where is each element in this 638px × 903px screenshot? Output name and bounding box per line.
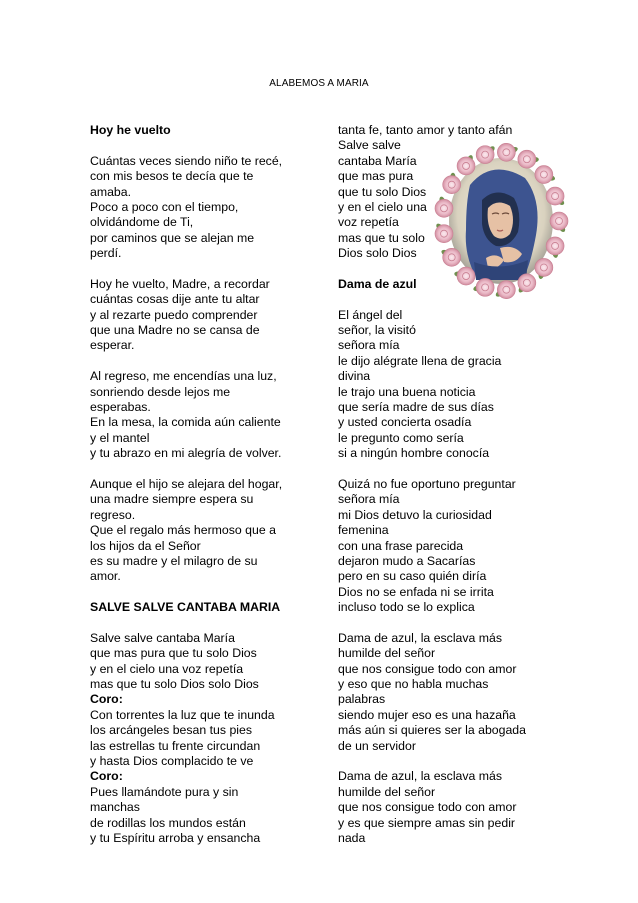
text-line: esperabas. xyxy=(90,400,151,415)
text-line: que nos consigue todo con amor xyxy=(338,800,517,815)
text-line: mas que tu solo Dios solo Dios xyxy=(90,677,259,692)
text-line: Pues llamándote pura y sin xyxy=(90,784,239,799)
rose xyxy=(535,258,553,276)
text-line: femenina xyxy=(338,523,389,538)
section-heading: Coro: xyxy=(90,769,123,784)
text-line: palabras xyxy=(338,692,386,707)
text-line: Dama de azul, la esclava más xyxy=(338,630,503,645)
text-line: nada xyxy=(338,830,366,845)
text-line: Al regreso, me encendías una luz, xyxy=(90,369,277,384)
page-title: ALABEMOS A MARIA xyxy=(269,78,369,89)
text-line: es su madre y el milagro de su xyxy=(90,553,258,568)
text-line: incluso todo se lo explica xyxy=(338,600,475,615)
text-line: perdí. xyxy=(90,246,122,261)
text-line: manchas xyxy=(90,800,140,815)
rose xyxy=(443,176,461,194)
blank-line xyxy=(338,462,543,477)
text-line: humilde del señor xyxy=(338,646,436,661)
text-line: los hijos da el Señor xyxy=(90,538,201,553)
text-line: Cuántas veces siendo niño te recé, xyxy=(90,153,283,168)
text-line: por caminos que se alejan me xyxy=(90,230,255,245)
text-line: que mas pura que tu solo Dios xyxy=(90,646,257,661)
text-line: dejaron mudo a Sacarías xyxy=(338,553,476,568)
text-line: y eso que no habla muchas xyxy=(338,677,489,692)
text-line: y al rezarte puedo comprender xyxy=(90,307,258,322)
rose xyxy=(546,237,564,255)
text-line: Salve salve cantaba María xyxy=(90,630,235,645)
text-line: cantaba María xyxy=(338,153,417,168)
text-line: señora mía xyxy=(338,492,400,507)
text-line: esperar. xyxy=(90,338,135,353)
text-line: Dios solo Dios xyxy=(338,246,417,261)
text-line: que sería madre de sus días xyxy=(338,400,494,415)
text-line: Con torrentes la luz que te inunda xyxy=(90,707,275,722)
text-line: señor, la visitó xyxy=(338,323,416,338)
text-line: Poco a poco con el tiempo, xyxy=(90,199,239,214)
text-line: que mas pura xyxy=(338,169,414,184)
text-line: y en el cielo una xyxy=(338,199,427,214)
section-heading: Dama de azul xyxy=(338,276,417,291)
text-line: le trajo una buena noticia xyxy=(338,384,476,399)
text-line: Aunque el hijo se alejara del hogar, xyxy=(90,476,283,491)
text-line: si a ningún hombre conocía xyxy=(338,446,490,461)
text-line: y tu abrazo en mi alegría de volver. xyxy=(90,446,282,461)
section-heading: Hoy he vuelto xyxy=(90,123,171,137)
blank-line xyxy=(338,616,543,631)
virgin-mary-rose-wreath-image xyxy=(430,140,572,302)
text-line: amor. xyxy=(90,569,121,584)
text-line: tanta fe, tanto amor y tanto afán xyxy=(338,123,513,137)
text-line: con mis besos te decía que te xyxy=(90,169,254,184)
text-line: cuántas cosas dije ante tu altar xyxy=(90,292,260,307)
text-line: pero en su caso quién diría xyxy=(338,569,487,584)
rose xyxy=(546,187,564,205)
section-heading: Coro: xyxy=(90,692,123,707)
text-line: de un servidor xyxy=(338,738,416,753)
text-line: El ángel del xyxy=(338,307,403,322)
text-line: le pregunto como sería xyxy=(338,430,464,445)
text-line: y es que siempre amas sin pedir xyxy=(338,815,516,830)
rose xyxy=(457,267,475,285)
text-line: que nos consigue todo con amor xyxy=(338,661,517,676)
text-line: y hasta Dios complacido te ve xyxy=(90,754,254,769)
rose xyxy=(518,150,536,168)
text-line: Salve salve xyxy=(338,138,401,153)
blank-line xyxy=(90,262,318,277)
text-line: siendo mujer eso es una hazaña xyxy=(338,707,516,722)
text-line: Que el regalo más hermoso que a xyxy=(90,523,276,538)
blank-line xyxy=(90,138,318,153)
text-line: y el mantel xyxy=(90,430,150,445)
text-line: mas que tu solo xyxy=(338,230,425,245)
text-line: Dama de azul, la esclava más xyxy=(338,769,503,784)
rose xyxy=(518,274,536,292)
rose xyxy=(435,199,453,217)
blank-line xyxy=(90,585,318,600)
rose xyxy=(457,157,475,175)
rose xyxy=(550,212,568,230)
text-line: de rodillas los mundos están xyxy=(90,815,246,830)
text-line: Hoy he vuelto, Madre, a recordar xyxy=(90,276,270,291)
text-line: regreso. xyxy=(90,507,136,522)
text-line: y usted concierta osadía xyxy=(338,415,472,430)
text-line: que tu solo Dios xyxy=(338,184,427,199)
text-line: mi Dios detuvo la curiosidad xyxy=(338,507,492,522)
text-line: humilde del señor xyxy=(338,784,436,799)
rose xyxy=(476,278,494,296)
section-heading: SALVE SALVE CANTABA MARIA xyxy=(90,600,281,615)
text-line: sonriendo desde lejos me xyxy=(90,384,231,399)
text-line: una madre siempre espera su xyxy=(90,492,254,507)
rose xyxy=(535,166,553,184)
rose xyxy=(497,281,515,299)
text-line: con una frase parecida xyxy=(338,538,464,553)
rose xyxy=(443,248,461,266)
text-line: y tu Espíritu arroba y ensancha xyxy=(90,830,261,845)
text-line: voz repetía xyxy=(338,215,399,230)
blank-line xyxy=(90,354,318,369)
text-line: amaba. xyxy=(90,184,132,199)
left-column xyxy=(90,123,318,846)
rose xyxy=(497,143,515,161)
rose xyxy=(476,146,494,164)
text-line: señora mía xyxy=(338,338,400,353)
blank-line xyxy=(90,462,318,477)
text-line: las estrellas tu frente circundan xyxy=(90,738,261,753)
text-line: le dijo alégrate llena de gracia xyxy=(338,353,502,368)
blank-line xyxy=(90,616,318,631)
text-line: divina xyxy=(338,369,371,384)
text-line: y en el cielo una voz repetía xyxy=(90,661,244,676)
rose xyxy=(435,225,453,243)
text-line: más aún si quieres ser la abogada xyxy=(338,723,526,738)
text-line: olvidándome de Ti, xyxy=(90,215,194,230)
text-line: En la mesa, la comida aún caliente xyxy=(90,415,281,430)
text-line: que una Madre no se cansa de xyxy=(90,323,260,338)
text-line: Quizá no fue oportuno preguntar xyxy=(338,476,516,491)
text-line: los arcángeles besan tus pies xyxy=(90,723,253,738)
text-line: Dios no se enfada ni se irrita xyxy=(338,584,494,599)
blank-line xyxy=(338,754,543,769)
